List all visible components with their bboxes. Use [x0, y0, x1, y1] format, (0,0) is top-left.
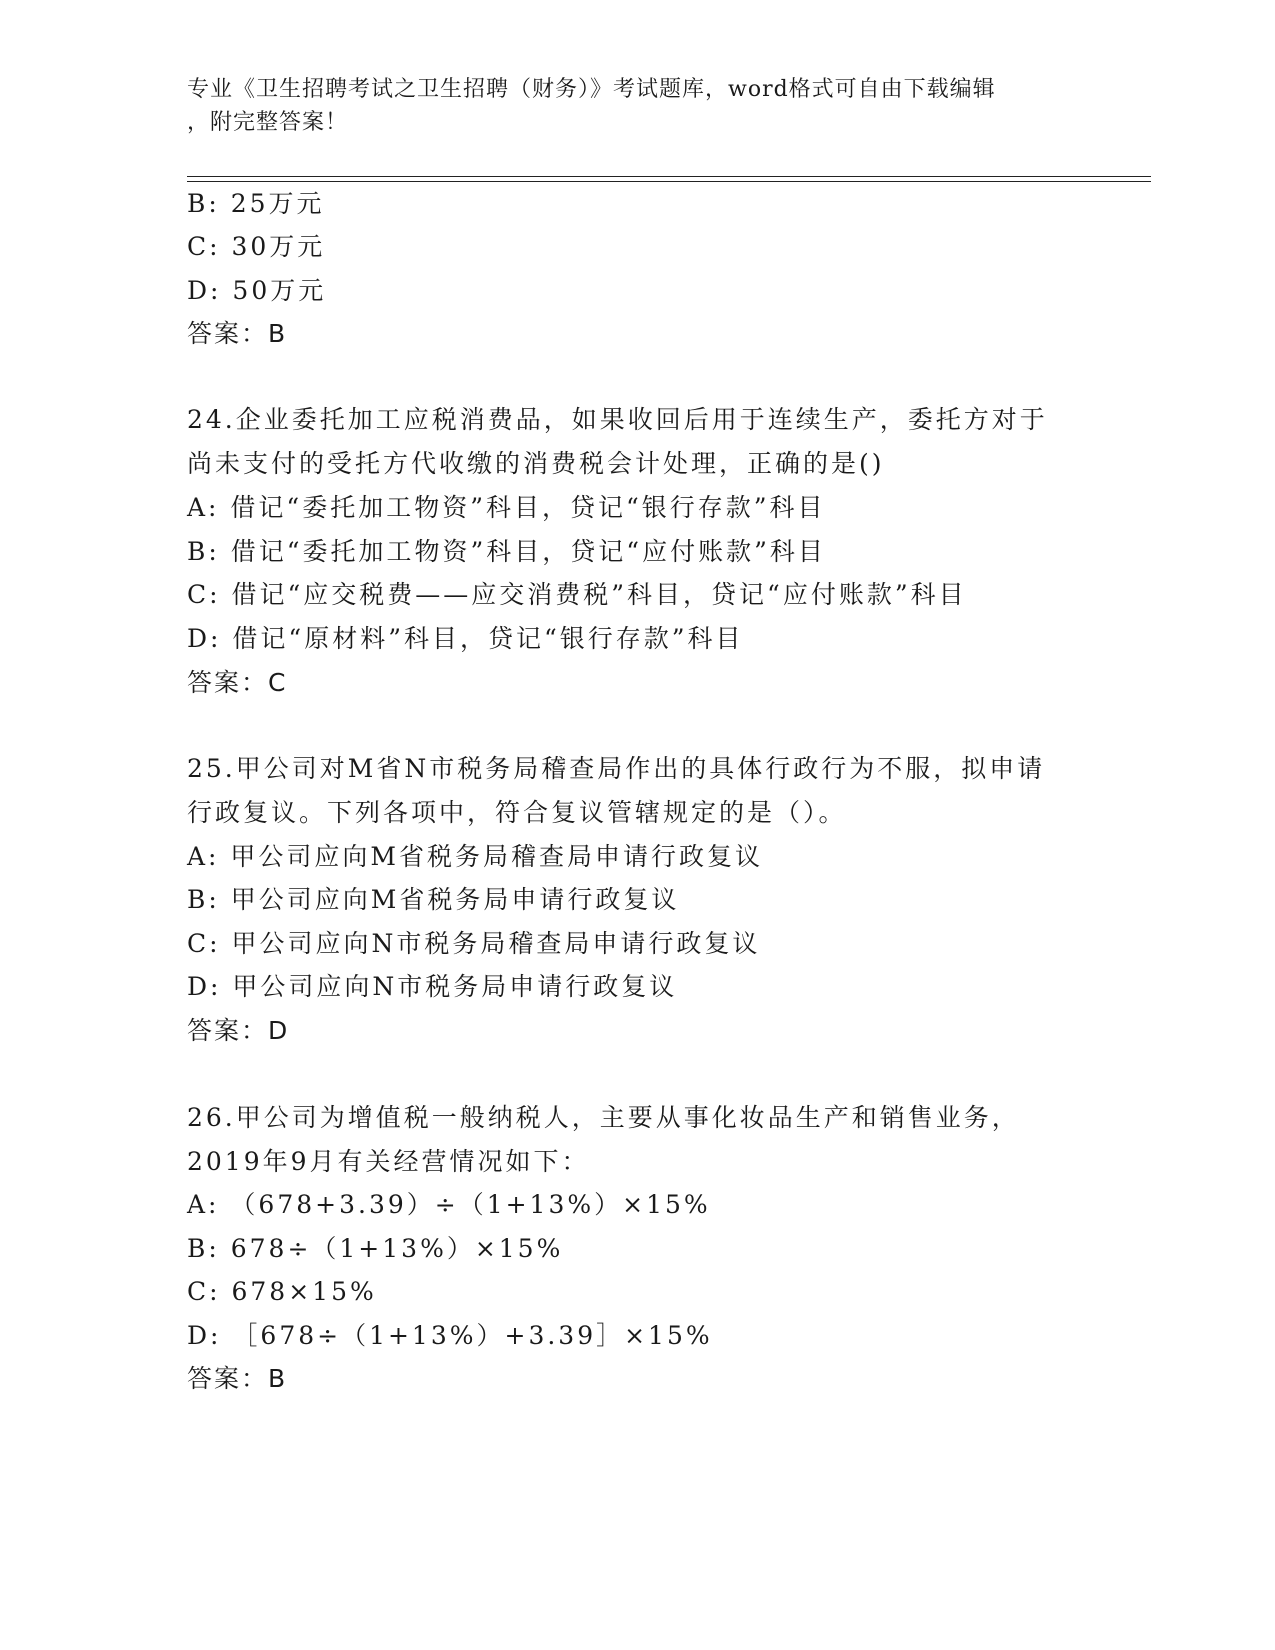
q25-option-d: D: 甲公司应向N市税务局申请行政复议	[187, 972, 678, 1001]
q23-answer: 答案：B	[187, 319, 288, 348]
q23-option-d: D: 50万元	[187, 276, 327, 305]
q26-option-d: D: ［678÷（1+13%）+3.39］×15%	[187, 1321, 713, 1350]
q26-option-b: B: 678÷（1+13%）×15%	[187, 1234, 564, 1263]
q26-option-a: A: （678+3.39）÷（1+13%）×15%	[187, 1190, 711, 1219]
q26-stem-line-2: 2019年9月有关经营情况如下：	[187, 1147, 590, 1176]
q25-answer: 答案：D	[187, 1016, 290, 1045]
q24-option-a: A: 借记“委托加工物资”科目，贷记“银行存款”科目	[187, 493, 826, 522]
document-header	[187, 73, 1067, 139]
header-divider-bottom	[187, 181, 1151, 182]
header-line-2: ，附完整答案！	[187, 110, 349, 135]
q23-option-b: B: 25万元	[187, 189, 325, 218]
q26-stem-line-1: 26.甲公司为增值税一般纳税人，主要从事化妆品生产和销售业务，	[187, 1103, 1020, 1132]
q25-option-c: C: 甲公司应向N市税务局稽查局申请行政复议	[187, 929, 761, 958]
q24-option-b: B: 借记“委托加工物资”科目，贷记“应付账款”科目	[187, 537, 826, 566]
q25-option-b: B: 甲公司应向M省税务局申请行政复议	[187, 885, 680, 914]
q24-option-c: C: 借记“应交税费——应交消费税”科目，贷记“应付账款”科目	[187, 580, 967, 609]
q25-stem-line-2: 行政复议。下列各项中，符合复议管辖规定的是（）。	[187, 798, 847, 827]
q24-stem-line-2: 尚未支付的受托方代收缴的消费税会计处理，正确的是()	[187, 449, 885, 478]
q25-option-a: A: 甲公司应向M省税务局稽查局申请行政复议	[187, 842, 764, 871]
q24-option-d: D: 借记“原材料”科目，贷记“银行存款”科目	[187, 624, 744, 653]
q25-stem-line-1: 25.甲公司对M省N市税务局稽查局作出的具体行政行为不服，拟申请	[187, 754, 1046, 783]
header-line-1: 专业《卫生招聘考试之卫生招聘（财务）》考试题库，word格式可自由下载编辑	[187, 77, 996, 102]
q24-answer: 答案：C	[187, 668, 288, 697]
q26-answer: 答案：B	[187, 1364, 288, 1393]
q26-option-c: C: 678×15%	[187, 1277, 377, 1306]
q24-stem-line-1: 24.企业委托加工应税消费品，如果收回后用于连续生产，委托方对于	[187, 405, 1048, 434]
q23-option-c: C: 30万元	[187, 232, 326, 261]
header-divider-top	[187, 176, 1151, 177]
